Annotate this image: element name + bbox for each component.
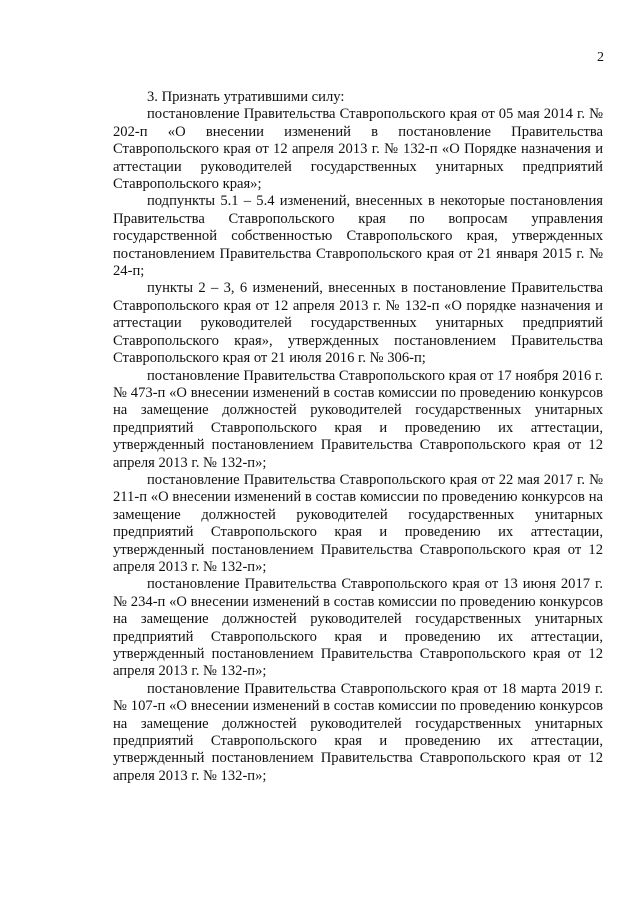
paragraph-resolution-2017-234: постановление Правительства Ставропольского края от 13 июня 2017 г. № 234-п «О внесении изменений в состав комиссии по проведению конкурсов на замещение должностей руководителей государственных унитарных предприятий Ставропольского края и проведению их аттестации, утвержденный постановлением Правительства Ставропольского края от 12 апреля 2013 г. № 132-п»;	[113, 576, 603, 680]
paragraph-points-2-3-6: пункты 2 – 3, 6 изменений, внесенных в постановление Правительства Ставропольского края от 12 апреля 2013 г. № 132-п «О порядке назначения и аттестации руководителей государственных унитарных предприятий Ставропольского края», утвержденных постановлением Правительства Ставропольского края от 21 июля 2016 г. № 306-п;	[113, 280, 603, 367]
paragraph-resolution-2016-473: постановление Правительства Ставропольского края от 17 ноября 2016 г. № 473-п «О внесении изменений в состав комиссии по проведению конкурсов на замещение должностей руководителей государственных унитарных предприятий Ставропольского края и проведению их аттестации, утвержденный постановлением Правительства Ставропольского края от 12 апреля 2013 г. № 132-п»;	[113, 367, 603, 471]
paragraph-subpoints-5-1-5-4: подпункты 5.1 – 5.4 изменений, внесенных в некоторые постановления Правительства Ставропольского края по вопросам управления государственной собственностью Ставропольского края, утвержденных постановлением Правительства Ставропольского края от 21 января 2015 г. № 24-п;	[113, 193, 603, 280]
paragraph-resolution-2014-202: постановление Правительства Ставропольского края от 05 мая 2014 г. № 202-п «О внесении изменений в постановление Правительства Ставропольского края от 12 апреля 2013 г. № 132-п «О Порядке назначения и аттестации руководителей государственных унитарных предприятий Ставропольского края»;	[113, 106, 603, 193]
paragraph-resolution-2017-211: постановление Правительства Ставропольского края от 22 мая 2017 г. № 211-п «О внесении изменений в состав комиссии по проведению конкурсов на замещение должностей руководителей государственных унитарных предприятий Ставропольского края и проведению их аттестации, утвержденный постановлением Правительства Ставропольского края от 12 апреля 2013 г. № 132-п»;	[113, 471, 603, 575]
document-body	[113, 89, 603, 785]
page-number: 2	[597, 50, 604, 65]
paragraph-resolution-2019-107: постановление Правительства Ставропольского края от 18 марта 2019 г. № 107-п «О внесении изменений в состав комиссии по проведению конкурсов на замещение должностей руководителей государственных унитарных предприятий Ставропольского края и проведению их аттестации, утвержденный постановлением Правительства Ставропольского края от 12 апреля 2013 г. № 132-п»;	[113, 680, 603, 784]
paragraph-item-3-heading: 3. Признать утратившими силу:	[147, 89, 345, 105]
